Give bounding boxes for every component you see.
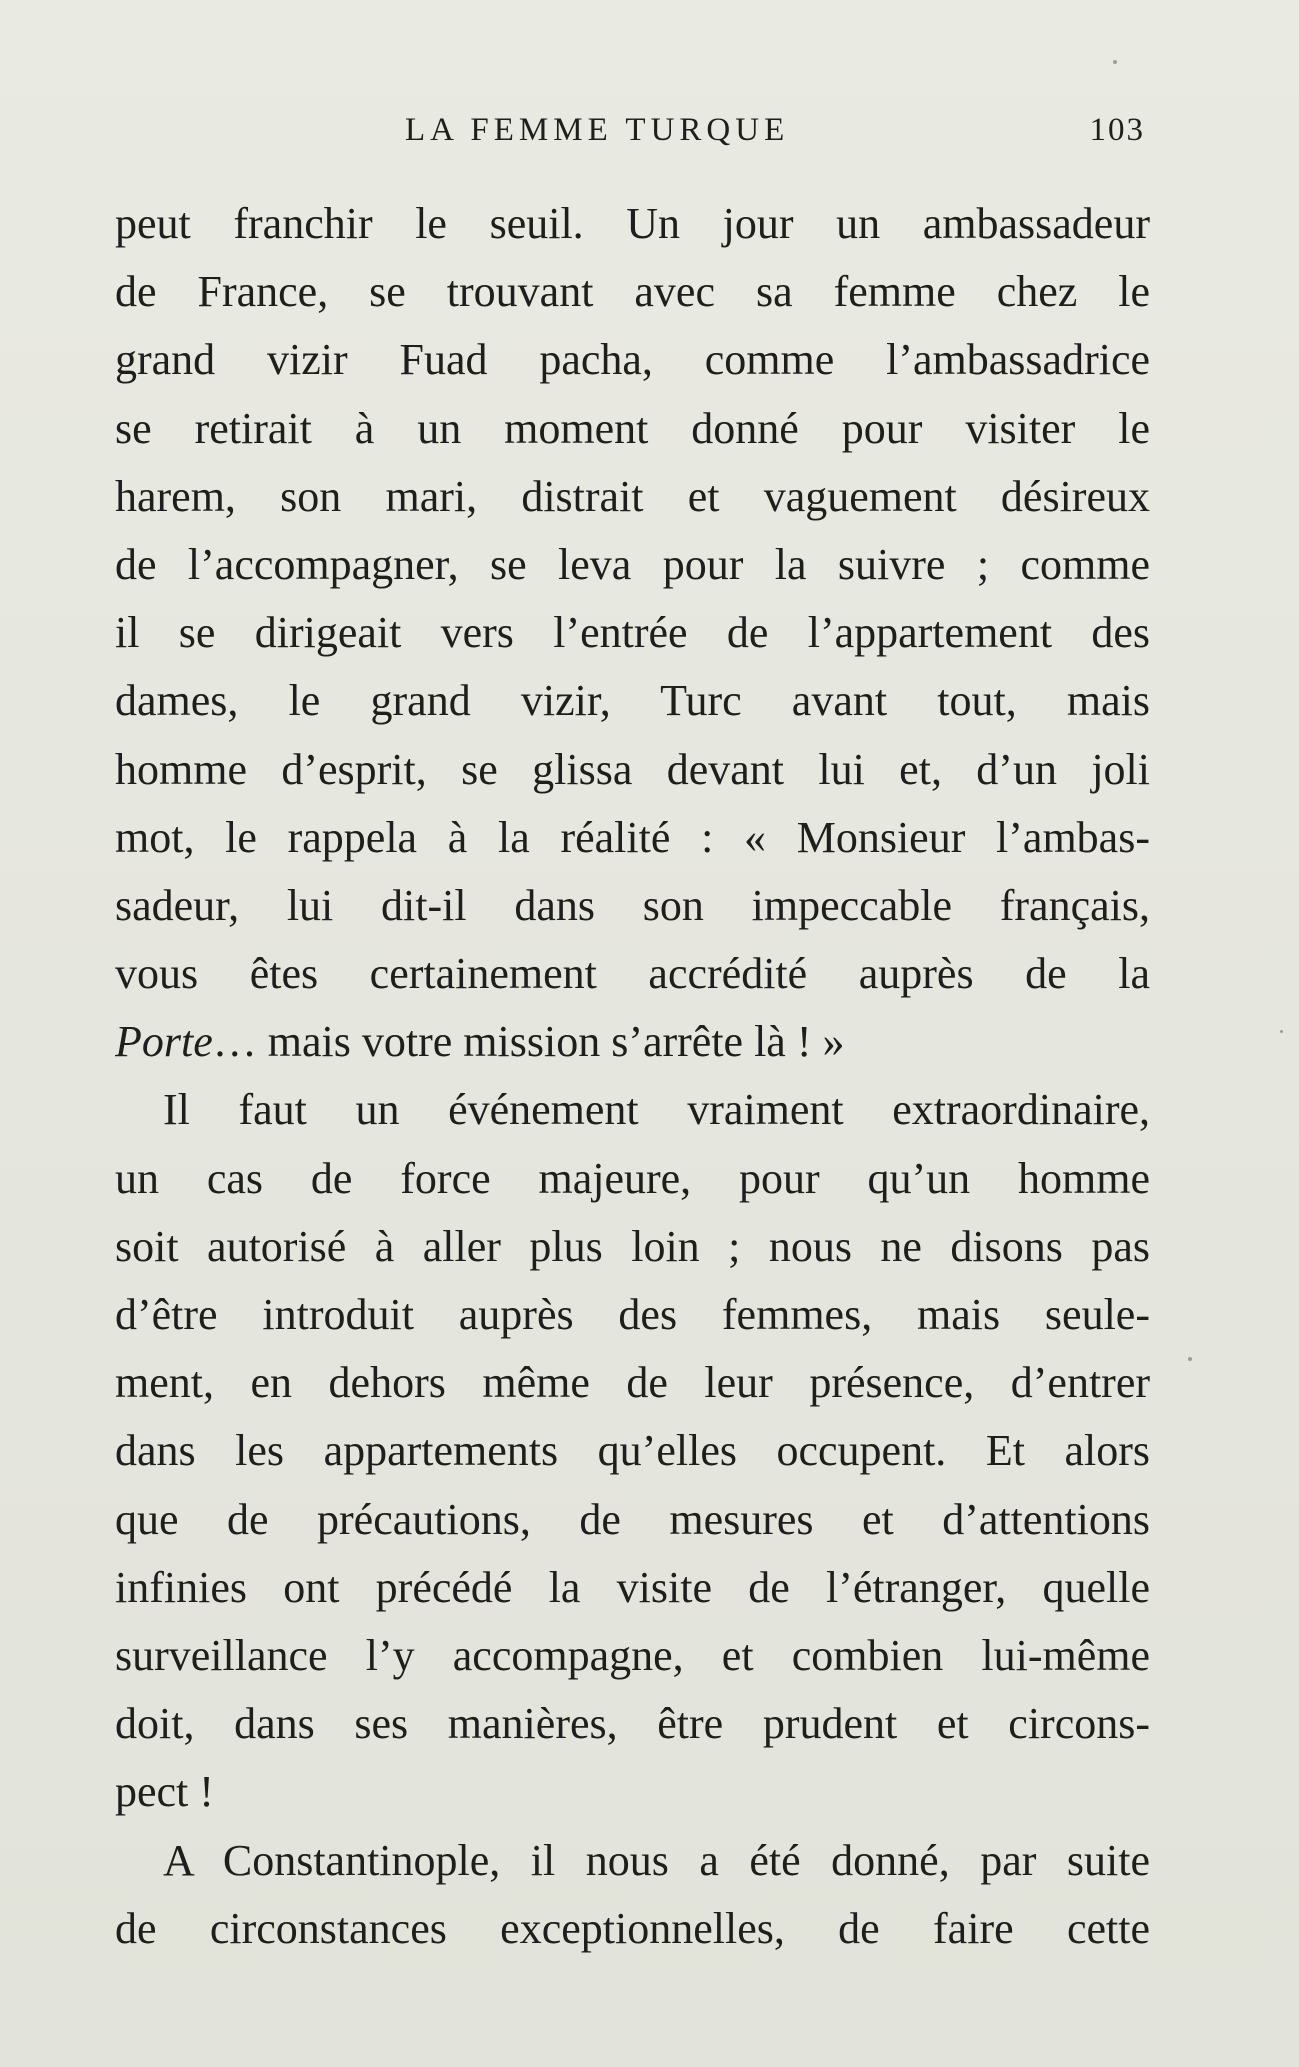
page-header	[115, 112, 1145, 162]
text-line: dames, le grand vizir, Turc avant tout, mais	[115, 676, 1150, 726]
text-line: harem, son mari, distrait et vaguement désireux	[115, 471, 1150, 521]
text-line: de circonstances exceptionnelles, de faire cette	[115, 1903, 1150, 1953]
page-number: 103	[1089, 112, 1145, 148]
italic-word: Porte	[115, 1017, 213, 1067]
paragraph-2	[115, 1076, 1150, 1826]
text-line: se retirait à un moment donné pour visiter le	[115, 403, 1150, 453]
text-line: peut franchir le seuil. Un jour un ambassadeur	[115, 199, 1150, 248]
text-line: Il faut un événement vraiment extraordinaire,	[163, 1085, 1150, 1135]
text-line	[115, 1008, 1150, 1076]
text-line: un cas de force majeure, pour qu’un homme	[115, 1153, 1150, 1203]
text-line: A Constantinople, il nous a été donné, par suite	[163, 1835, 1150, 1885]
text-line: de l’accompagner, se leva pour la suivre ; comme	[115, 539, 1150, 589]
text-line: homme d’esprit, se glissa devant lui et, d’un joli	[115, 744, 1150, 794]
text-line: vous êtes certainement accrédité auprès de la	[115, 949, 1150, 999]
running-title: LA FEMME TURQUE	[405, 112, 790, 148]
paragraph-1	[115, 190, 1150, 1076]
text-line: d’être introduit auprès des femmes, mais seule-	[115, 1290, 1150, 1339]
text-line: doit, dans ses manières, être prudent et circons-	[115, 1699, 1150, 1749]
paragraph-3	[115, 1827, 1150, 1963]
paper-speck	[1188, 1357, 1192, 1361]
text-line: mot, le rappela à la réalité : « Monsieur l’ambas-	[115, 812, 1150, 862]
body-text	[115, 190, 1150, 1963]
paper-speck	[1113, 60, 1117, 64]
text-line: de France, se trouvant avec sa femme chez le	[115, 267, 1150, 317]
text-line: que de précautions, de mesures et d’attentions	[115, 1494, 1150, 1544]
paper-speck	[1280, 1030, 1283, 1033]
text-line: ment, en dehors même de leur présence, d’entrer	[115, 1358, 1150, 1408]
text-line: surveillance l’y accompagne, et combien lui-même	[115, 1630, 1150, 1680]
text-line: infinies ont précédé la visite de l’étranger, quelle	[115, 1562, 1150, 1612]
text-line: soit autorisé à aller plus loin ; nous ne disons pas	[115, 1221, 1150, 1271]
text-line: dans les appartements qu’elles occupent. Et alors	[115, 1426, 1150, 1476]
text-line: il se dirigeait vers l’entrée de l’appartement des	[115, 608, 1150, 658]
text-line: grand vizir Fuad pacha, comme l’ambassadrice	[115, 335, 1150, 385]
text-line: pect !	[115, 1767, 214, 1817]
text-line: sadeur, lui dit-il dans son impeccable français,	[115, 880, 1150, 930]
text-fragment: … mais votre mission s’arrête là ! »	[212, 1017, 845, 1067]
